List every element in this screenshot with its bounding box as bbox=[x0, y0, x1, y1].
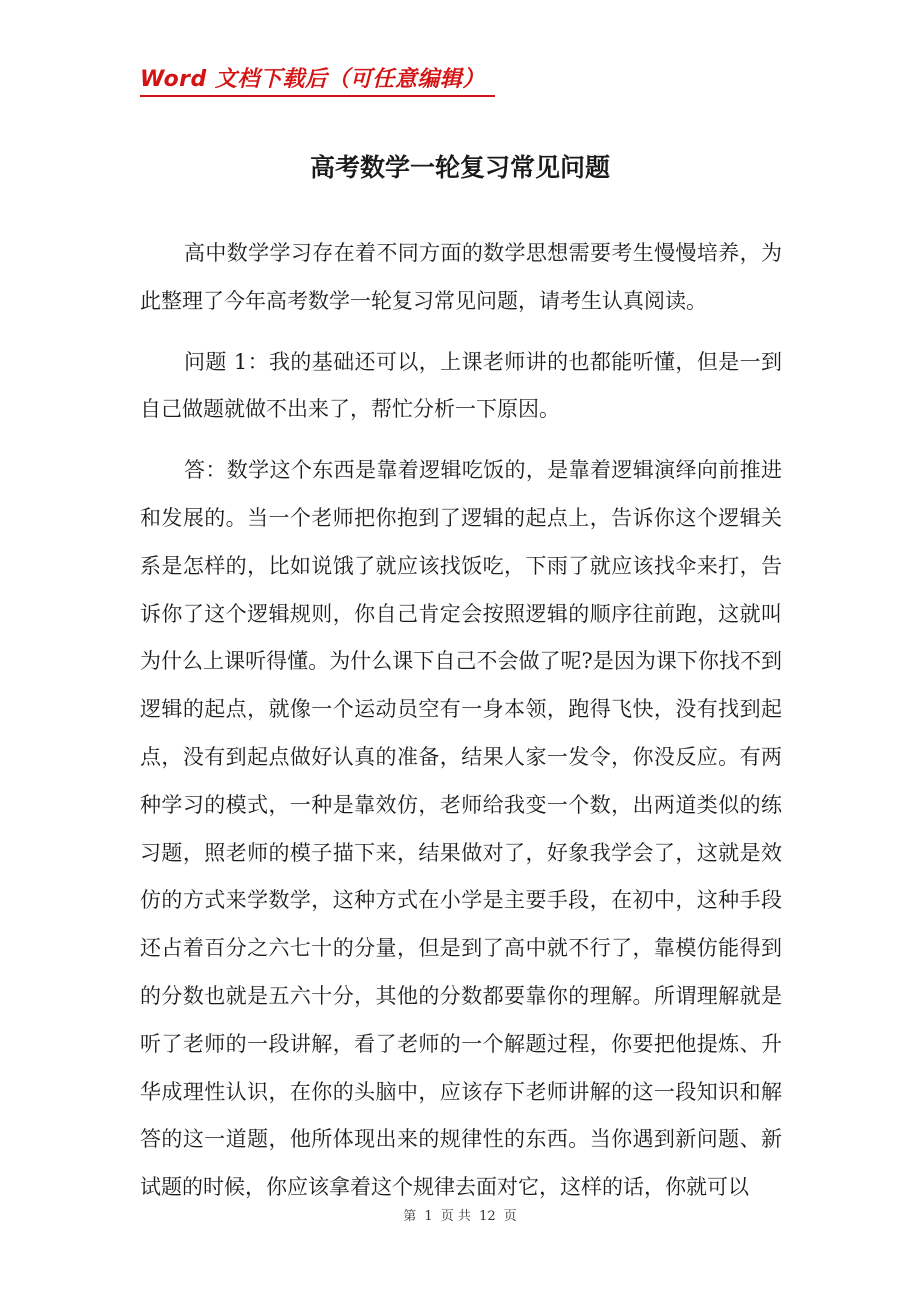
footer-suffix: 页 bbox=[503, 1209, 517, 1224]
document-body bbox=[140, 230, 782, 1225]
page-footer bbox=[0, 1207, 920, 1227]
footer-prefix: 第 bbox=[403, 1209, 417, 1224]
footer-page-number: 1 bbox=[424, 1209, 433, 1224]
footer-total-pages: 12 bbox=[479, 1209, 496, 1224]
intro-paragraph: 高中数学学习存在着不同方面的数学思想需要考生慢慢培养，为此整理了今年高考数学一轮复习常见问题，请考生认真阅读。 bbox=[140, 241, 782, 313]
download-watermark-header: Word 文档下载后（可任意编辑） bbox=[140, 67, 485, 92]
document-title: 高考数学一轮复习常见问题 bbox=[309, 153, 610, 182]
footer-middle: 页 共 bbox=[440, 1209, 471, 1224]
question-1-paragraph: 问题 1：我的基础还可以，上课老师讲的也都能听懂，但是一到自己做题就做不出来了，帮忙分析一下原因。 bbox=[140, 349, 782, 422]
answer-1-paragraph: 答：数学这个东西是靠着逻辑吃饭的，是靠着逻辑演绎向前推进和发展的。当一个老师把你抱到了逻辑的起点上，告诉你这个逻辑关系是怎样的，比如说饿了就应该找饭吃，下雨了就应该找伞来打，告诉你了这个逻辑规则，你自己肯定会按照逻辑的顺序往前跑，这就叫为什么上课听得懂。为什么课下自己不会做了呢?是因为课下你找不到逻辑的起点，就像一个运动员空有一身本领，跑得飞快，没有找到起点，没有到起点做好认真的准备，结果人家一发令，你没反应。有两种学习的模式，一种是靠效仿，老师给我变一个数，出两道类似的练习题，照老师的模子描下来，结果做对了，好象我学会了，这就是效仿的方式来学数学，这种方式在小学是主要手段，在初中，这种手段还占着百分之六七十的分量，但是到了高中就不行了，靠模仿能得到的分数也就是五六十分，其他的分数都要靠你的理解。所谓理解就是听了老师的一段讲解，看了老师的一个解题过程，你要把他提炼、升华成理性认识，在你的头脑中，应该存下老师讲解的这一段知识和解答的这一道题，他所体现出来的规律性的东西。当你遇到新问题、新试题的时候，你应该拿着这个规律去面对它，这样的话，你就可以 bbox=[140, 458, 782, 1200]
header-underline-rule bbox=[140, 95, 495, 97]
